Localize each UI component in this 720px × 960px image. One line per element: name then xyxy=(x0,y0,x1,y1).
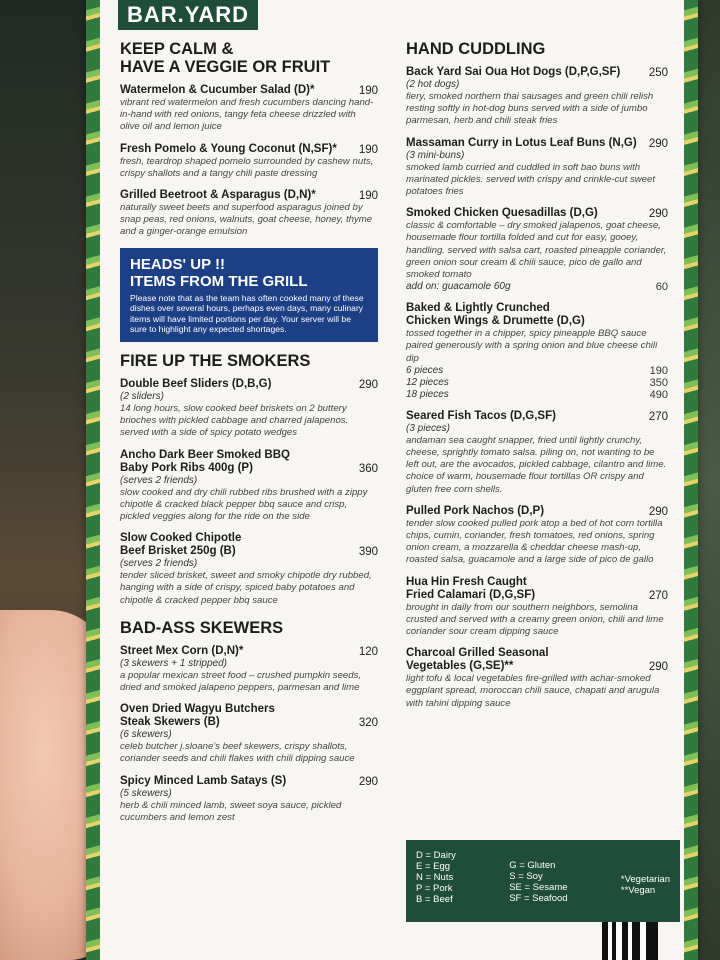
item-name-line: Fried Calamari (D,G,SF) xyxy=(406,588,536,601)
legend-entry: D = Dairy xyxy=(416,850,456,861)
item-name-line: Charcoal Grilled Seasonal xyxy=(406,647,549,660)
addon-price: 60 xyxy=(655,281,668,294)
addon-row xyxy=(406,281,668,293)
item-portion: (6 skewers) xyxy=(120,729,172,741)
option-label: 12 pieces xyxy=(406,376,449,388)
menu-item xyxy=(120,449,378,524)
item-price: 270 xyxy=(648,410,668,423)
item-name-line: Beef Brisket 250g (B) xyxy=(120,545,236,558)
notice-title-line: ITEMS FROM THE GRILL xyxy=(130,272,308,290)
item-description: tossed together in a chipper, spicy pineapple BBQ sauce paired generously with a spring onion and blue cheese chili dip xyxy=(406,328,658,364)
item-name: Street Mex Corn (D,N)* xyxy=(120,644,244,657)
item-portion: (3 mini-buns) xyxy=(406,149,465,161)
section-title-veggie xyxy=(120,40,378,76)
item-portion: (3 pieces) xyxy=(406,422,450,434)
item-name-line: Baked & Lightly Crunched xyxy=(406,302,550,315)
item-price: 120 xyxy=(358,645,378,658)
portion-option xyxy=(406,389,668,401)
item-price: 290 xyxy=(358,775,378,788)
item-price: 320 xyxy=(358,717,378,730)
item-price: 270 xyxy=(648,589,668,602)
item-description: brought in daily from our southern neighbors, semolina crusted and served with a creamy green onion, chili and lime coriander sour cream dipping sauce xyxy=(406,601,664,638)
menu-page xyxy=(86,0,698,960)
item-description: tender slow cooked pulled pork atop a bed of hot corn tortilla chips, cumin, coriander, fresh tomatoes, red onions, spring onion cream, a mozzarella & cheddar cheese mash-up, roasted salsa, guacamole and a large side of pico de gallo xyxy=(406,517,663,566)
menu-item xyxy=(120,703,378,765)
menu-item xyxy=(120,775,378,824)
item-description: naturally sweet beets and superfood asparagus joined by snap peas, red onions, walnuts, goat cheese, honey, thyme and a ginger-orange emulsion xyxy=(120,202,373,238)
legend-column xyxy=(621,850,670,912)
section-title-line: HAVE A VEGGIE OR FRUIT xyxy=(120,58,331,76)
notice-title-line: HEADS' UP !! xyxy=(130,255,225,273)
legend-entry: SE = Sesame xyxy=(509,882,568,893)
menu-item xyxy=(120,532,378,607)
menu-item xyxy=(120,143,378,180)
item-description: 14 long hours, slow cooked beef briskets on 2 buttery brioches with pickled cabbage and charred jalapenos. served with a side of spicy potato wedges xyxy=(120,403,349,439)
item-price: 390 xyxy=(358,546,378,559)
notice-text: Please note that as the team has often cooked many of these dishes over several hours, perhaps even days, many culinary items will have limited portions per day. Your server will be sure to highlight any expected shortages. xyxy=(130,292,364,335)
legend-entry: *Vegetarian xyxy=(620,874,670,885)
legend-column xyxy=(509,850,567,912)
item-name: Grilled Beetroot & Asparagus (D,N)* xyxy=(120,189,316,202)
item-price: 190 xyxy=(358,85,378,97)
item-price: 190 xyxy=(358,190,378,203)
item-name: Pulled Pork Nachos (D,P) xyxy=(406,504,545,517)
item-price: 190 xyxy=(358,143,378,156)
allergen-legend xyxy=(406,840,680,922)
menu-item xyxy=(406,647,668,710)
option-price: 350 xyxy=(649,376,668,389)
item-price: 290 xyxy=(648,137,668,150)
leaf-border-left xyxy=(86,0,100,960)
option-label: 18 pieces xyxy=(406,388,449,400)
menu-item xyxy=(120,189,378,239)
item-description: fresh, teardrop shaped pomelo surrounded by cashew nuts, crispy shallots and a tangy chili paste dressing xyxy=(120,155,374,179)
item-name-line: Slow Cooked Chipotle xyxy=(120,532,242,545)
item-portion: (3 skewers + 1 stripped) xyxy=(120,657,227,669)
item-price: 290 xyxy=(648,505,668,518)
menu-item xyxy=(406,66,668,128)
notice-title xyxy=(130,256,370,290)
item-description: smoked lamb curried and cuddled in soft bao buns with marinated pickles. served with crispy and crinkle-cut sweet potatoes fries xyxy=(406,161,656,198)
item-description: light tofu & local vegetables fire-grilled with achar-smoked eggplant spread, moroccan chili sauce, chapati and arugula with tahini dipping sauce xyxy=(406,673,660,709)
item-description: fiery, smoked northern thai sausages and green chili relish resting softly in hot-dog buns served with a side of jumbo parmesan, herb and chili steak fries xyxy=(406,91,654,127)
legend-entry: N = Nuts xyxy=(416,872,454,883)
item-name: Smoked Chicken Quesadillas (D,G) xyxy=(406,207,598,220)
item-portion: (2 sliders) xyxy=(120,391,164,402)
item-description: vibrant red watermelon and fresh cucumbers dancing hand-in-hand with red onions, tangy feta cheese drizzled with olive oil and lemon juice xyxy=(120,97,374,133)
item-name-line: Chicken Wings & Drumette (D,G) xyxy=(406,315,585,328)
legend-column xyxy=(416,850,456,912)
item-description: a popular mexican street food – crushed pumpkin seeds, dried and smoked jalapeno peppers, parmesan and lime xyxy=(120,669,362,694)
legend-entry: P = Pork xyxy=(416,883,453,894)
menu-column-right xyxy=(406,40,668,719)
menu-item xyxy=(406,302,668,401)
item-name: Seared Fish Tacos (D,G,SF) xyxy=(406,409,556,422)
item-price: 290 xyxy=(648,208,668,221)
portion-option xyxy=(406,377,668,389)
item-portion: (5 skewers) xyxy=(120,787,172,799)
brand-logo: BAR.YARD xyxy=(118,0,258,30)
item-price: 290 xyxy=(648,661,668,674)
legend-entry: G = Gluten xyxy=(509,860,556,871)
menu-item xyxy=(120,378,378,440)
item-name-line: Hua Hin Fresh Caught xyxy=(406,575,527,588)
legend-entry: E = Egg xyxy=(416,861,451,872)
menu-item xyxy=(120,645,378,694)
item-description: andaman sea caught snapper, fried until lightly crunchy, cheese, sprightly tomato salsa. piling on, not wanting to be left out, are the avocados, pickled cabbage, cilantro and lime. choice of warm, housemade flour tortillas OR crispy and gluten free corn shells. xyxy=(406,434,667,495)
item-name: Fresh Pomelo & Young Coconut (N,SF)* xyxy=(120,142,337,155)
item-portion: (serves 2 friends) xyxy=(120,474,198,486)
item-name: Massaman Curry in Lotus Leaf Buns (N,G) xyxy=(406,136,637,149)
portion-option xyxy=(406,365,668,377)
item-description: herb & chili minced lamb, sweet soya sauce, pickled cucumbers and lemon zest xyxy=(120,799,342,823)
option-price: 490 xyxy=(649,388,668,401)
item-name: Spicy Minced Lamb Satays (S) xyxy=(120,774,287,787)
section-title-skewers: BAD-ASS SKEWERS xyxy=(120,618,284,637)
item-name-line: Vegetables (G,SE)** xyxy=(406,660,514,673)
item-name: Back Yard Sai Oua Hot Dogs (D,P,G,SF) xyxy=(406,66,621,78)
menu-item xyxy=(406,137,668,199)
item-name-line: Ancho Dark Beer Smoked BBQ xyxy=(120,448,290,461)
section-title-smokers: FIRE UP THE SMOKERS xyxy=(120,352,311,370)
menu-item xyxy=(406,505,668,567)
menu-column-left xyxy=(120,40,378,833)
item-name-line: Baby Pork Ribs 400g (P) xyxy=(120,461,253,474)
item-name: Double Beef Sliders (D,B,G) xyxy=(120,378,272,390)
item-price: 250 xyxy=(648,67,668,79)
addon-label: add on: guacamole 60g xyxy=(406,281,511,293)
item-portion: (2 hot dogs) xyxy=(406,79,460,90)
qr-code-icon xyxy=(602,922,658,960)
option-price: 190 xyxy=(649,364,668,377)
legend-entry: S = Soy xyxy=(509,871,543,882)
menu-item xyxy=(406,410,668,496)
item-price: 290 xyxy=(358,379,378,391)
item-description: tender sliced brisket, sweet and smoky chipotle dry rubbed, hanging with a side of crispy, spiced baby potatoes and chipotle & cracked pepper bbq sauce xyxy=(120,570,372,606)
item-price: 360 xyxy=(358,462,378,475)
item-portion: (serves 2 friends) xyxy=(120,558,198,570)
legend-entry: **Vegan xyxy=(620,885,656,896)
menu-item xyxy=(120,84,378,134)
item-name-line: Oven Dried Wagyu Butchers xyxy=(120,703,275,716)
menu-item xyxy=(406,576,668,639)
item-description: classic & comfortable – dry smoked jalapenos, goat cheese, housemade flour tortilla folded and cut for easy, gooey, handling. served with salsa cart, roasted pineapple coriander, green onion sour cream & chili sauce, pico de gallo and smoked tomato xyxy=(406,220,667,281)
option-label: 6 pieces xyxy=(406,364,444,376)
leaf-border-right xyxy=(684,0,698,960)
item-description: celeb butcher j.sloane's beef skewers, crispy shallots, coriander seeds and chili flakes with chili dipping sauce xyxy=(120,741,355,765)
item-description: slow cooked and dry chili rubbed ribs brushed with a zippy chipotle & cracked black pepper bbq sauce and crisp, pickled veggies along for the ride on the side xyxy=(120,486,368,523)
item-name-line: Steak Skewers (B) xyxy=(120,716,220,729)
legend-entry: SF = Seafood xyxy=(509,893,568,904)
notice-box xyxy=(120,248,378,342)
section-title-line: KEEP CALM & xyxy=(120,40,234,58)
legend-entry: B = Beef xyxy=(416,894,453,905)
section-title-hand-cuddling: HAND CUDDLING xyxy=(406,40,546,58)
item-name: Watermelon & Cucumber Salad (D)* xyxy=(120,84,315,96)
menu-item xyxy=(406,207,668,293)
